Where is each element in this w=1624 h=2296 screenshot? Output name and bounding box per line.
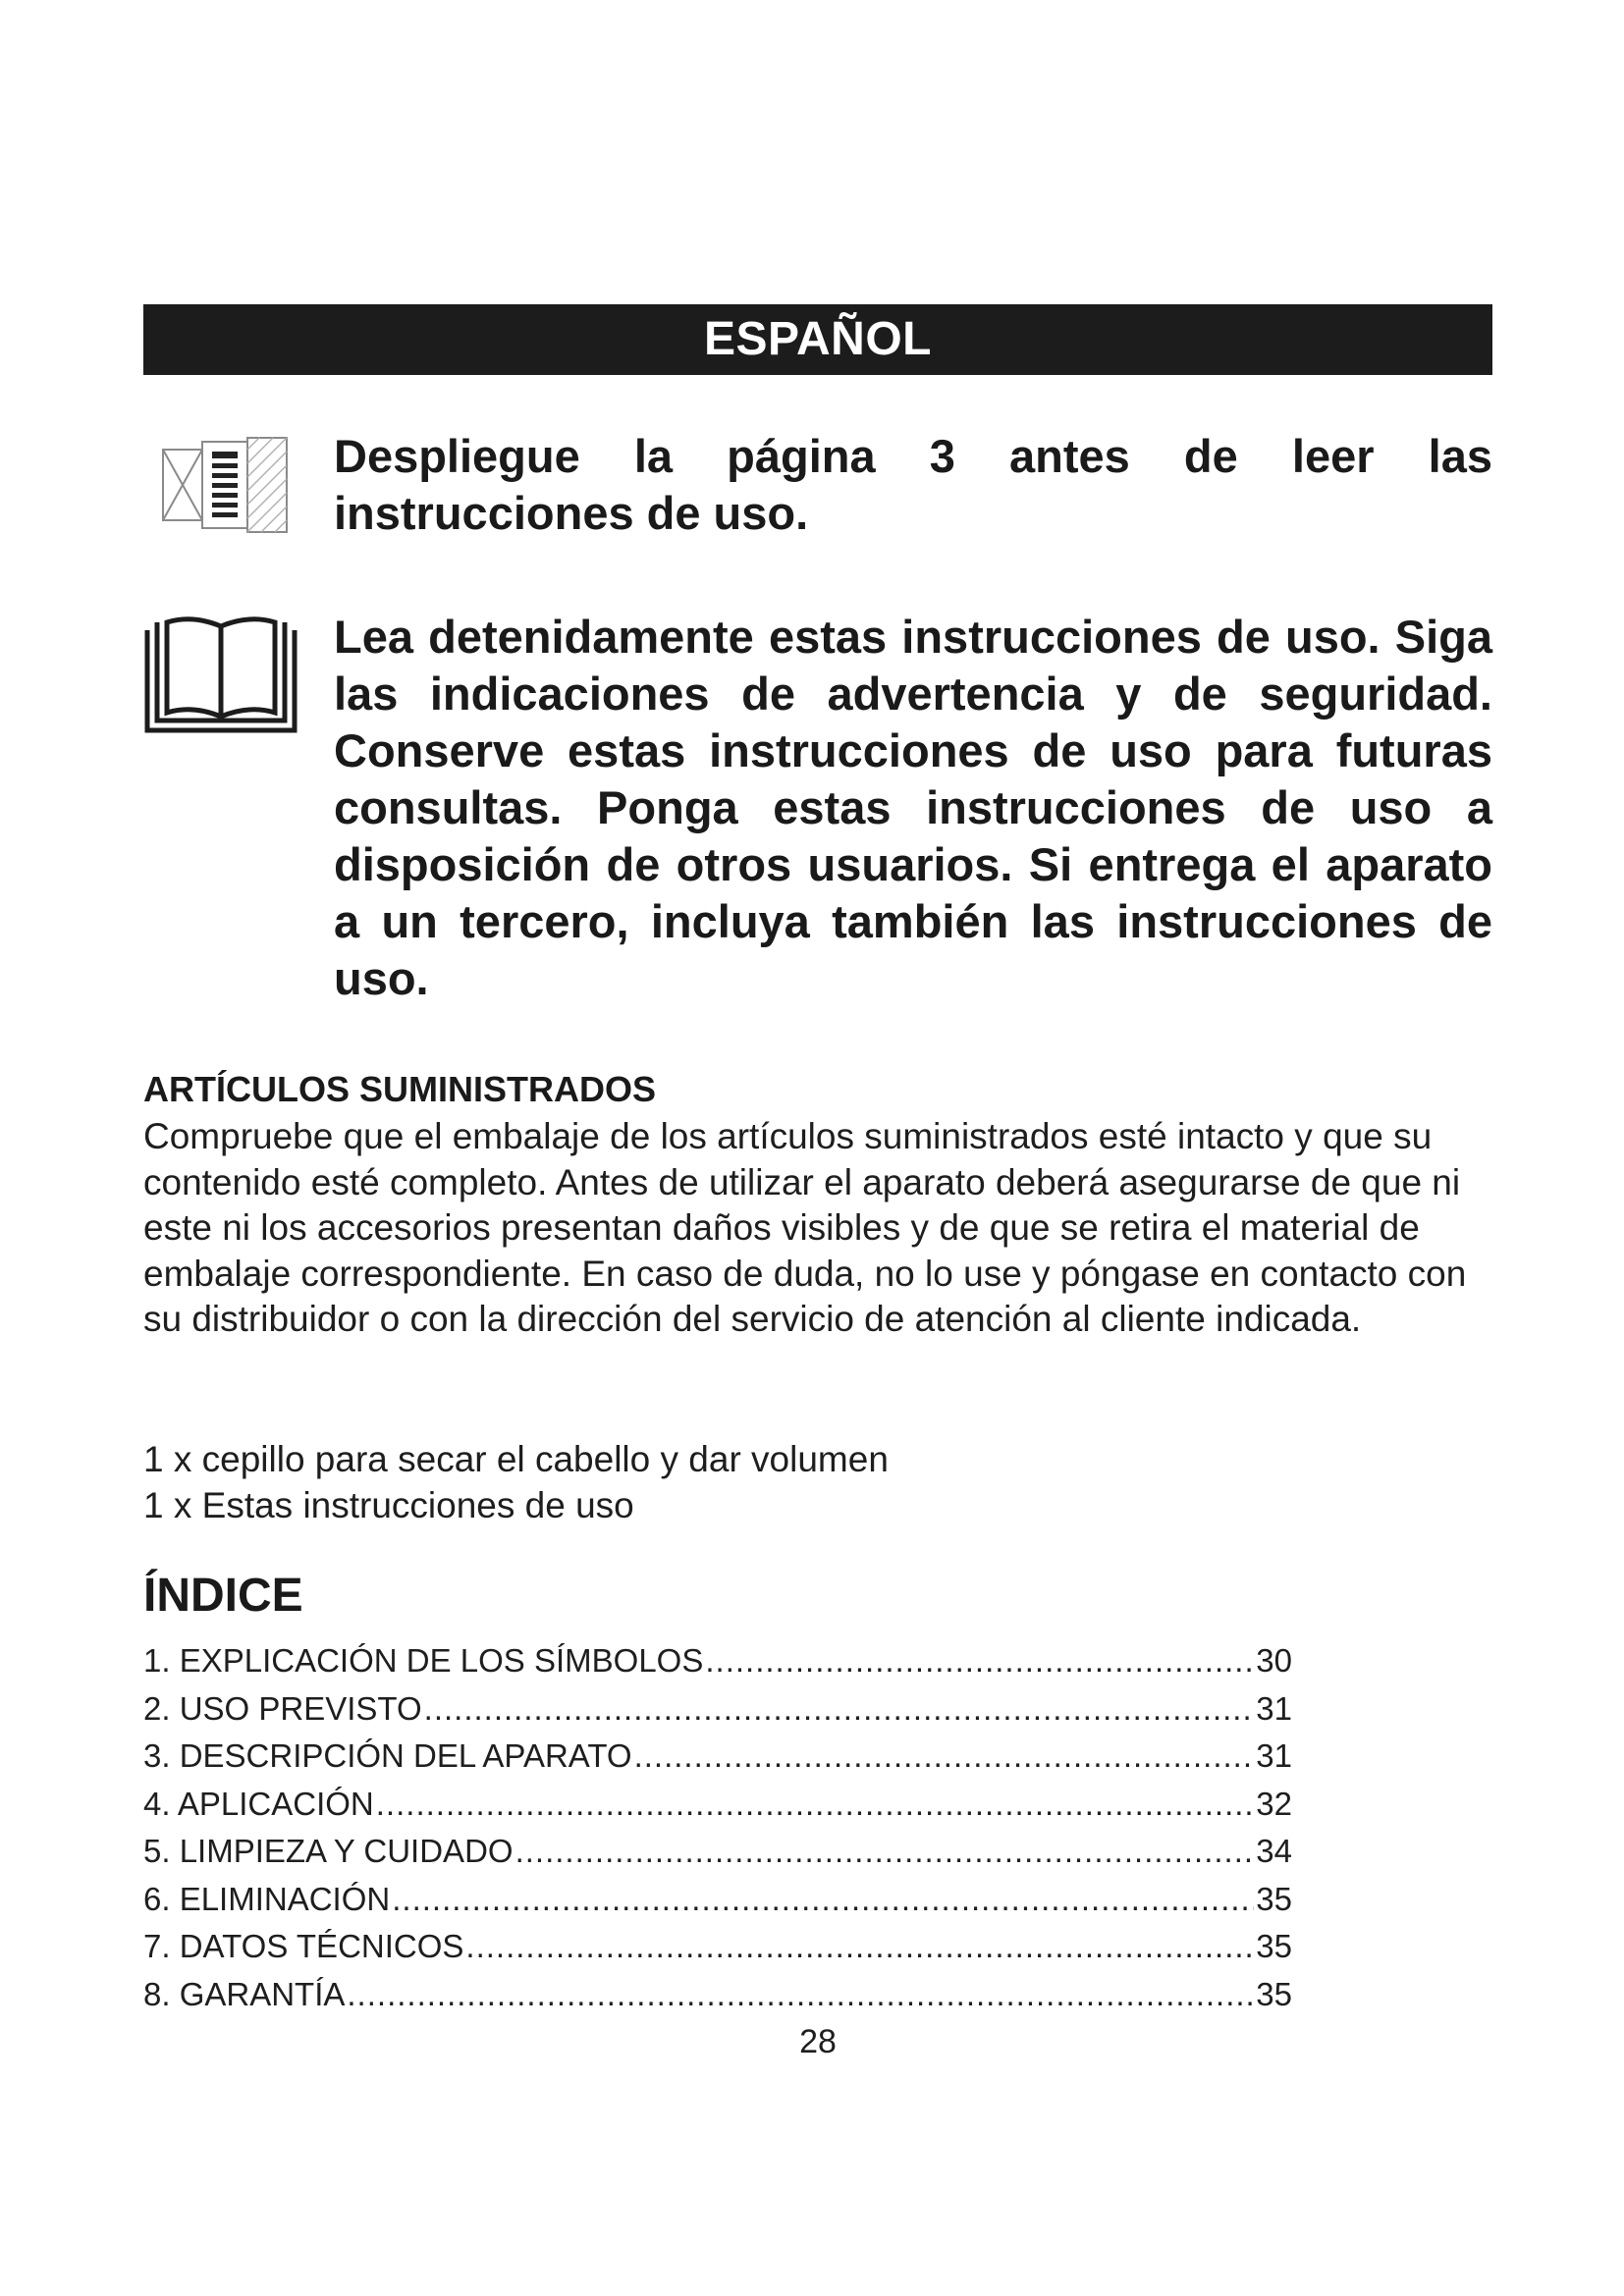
toc-leader-dots — [424, 1685, 1255, 1734]
toc-leader-dots — [705, 1637, 1254, 1685]
toc-leader-dots — [515, 1828, 1255, 1876]
toc-entry-label: 1. EXPLICACIÓN DE LOS SÍMBOLOS — [143, 1642, 704, 1679]
toc-entry[interactable] — [143, 1828, 1292, 1876]
toc-entry[interactable] — [143, 1685, 1292, 1734]
toc-entry-page: 35 — [1256, 1880, 1292, 1917]
supplied-items-heading: ARTÍCULOS SUMINISTRADOS — [143, 1069, 656, 1109]
list-item: 1 x cepillo para secar el cabello y dar volumen — [143, 1439, 889, 1479]
toc-entry-page: 31 — [1256, 1737, 1292, 1774]
toc-entry-label: 7. DATOS TÉCNICOS — [143, 1928, 464, 1964]
toc-entry-page: 32 — [1256, 1785, 1292, 1822]
read-instructions-text: Lea detenidamente estas instrucciones de uso. Siga las indicaciones de advertencia y de seguridad. Conserve estas instrucciones de uso para futuras consultas. Ponga estas instrucciones de uso a disposición de otros usuarios. Si entrega el aparato a un tercero, incluya también las instrucciones de uso. — [334, 611, 1492, 1004]
toc-leader-dots — [376, 1781, 1255, 1829]
toc-entry-label: 4. APLICACIÓN — [143, 1785, 374, 1822]
page-number: 28 — [799, 2023, 837, 2060]
toc-entry[interactable] — [143, 1733, 1292, 1781]
list-item: 1 x Estas instrucciones de uso — [143, 1484, 634, 1525]
manual-page — [143, 0, 1492, 2296]
toc-entry[interactable] — [143, 1637, 1292, 1685]
toc-leader-dots — [634, 1733, 1255, 1781]
toc-entry-label: 6. ELIMINACIÓN — [143, 1880, 391, 1917]
toc-leader-dots — [347, 1971, 1254, 2019]
toc-entry-label: 8. GARANTÍA — [143, 1975, 346, 2012]
toc-entry[interactable] — [143, 1781, 1292, 1829]
supplied-items-paragraph: Compruebe que el embalaje de los artículos suministrados esté intacto y que su contenido esté completo. Antes de utilizar el aparato deberá asegurarse de que ni este ni los accesorios presentan daños visibles y de que se retira el material de embalaje correspondiente. En caso de duda, no lo use y póngase en contacto con su distribuidor o con la dirección del servicio de atención al cliente indicada. — [143, 1116, 1467, 1339]
unfold-notice-text: Despliegue la página 3 antes de leer las instrucciones de uso. — [334, 430, 1492, 539]
toc-entry-label: 2. USO PREVISTO — [143, 1689, 422, 1727]
toc-entry-page: 30 — [1256, 1642, 1292, 1679]
toc-leader-dots — [392, 1876, 1254, 1924]
index-title: ÍNDICE — [143, 1570, 303, 1622]
toc-entry-label: 3. DESCRIPCIÓN DEL APARATO — [143, 1737, 632, 1774]
toc-leader-dots — [465, 1923, 1254, 1971]
toc-entry[interactable] — [143, 1971, 1292, 2019]
toc-entry[interactable] — [143, 1923, 1292, 1971]
toc-entry-page: 31 — [1256, 1689, 1292, 1727]
table-of-contents — [143, 1637, 1292, 2018]
toc-entry-page: 35 — [1256, 1928, 1292, 1964]
supplied-items-list — [143, 1437, 1492, 1528]
language-header-bar: ESPAÑOL — [143, 304, 1492, 375]
toc-entry-page: 35 — [1256, 1975, 1292, 2012]
unfold-page-icon — [143, 428, 291, 551]
toc-entry-page: 34 — [1256, 1833, 1292, 1869]
toc-entry-label: 5. LIMPIEZA Y CUIDADO — [143, 1833, 514, 1869]
toc-entry[interactable] — [143, 1876, 1292, 1924]
open-book-icon — [143, 609, 300, 741]
